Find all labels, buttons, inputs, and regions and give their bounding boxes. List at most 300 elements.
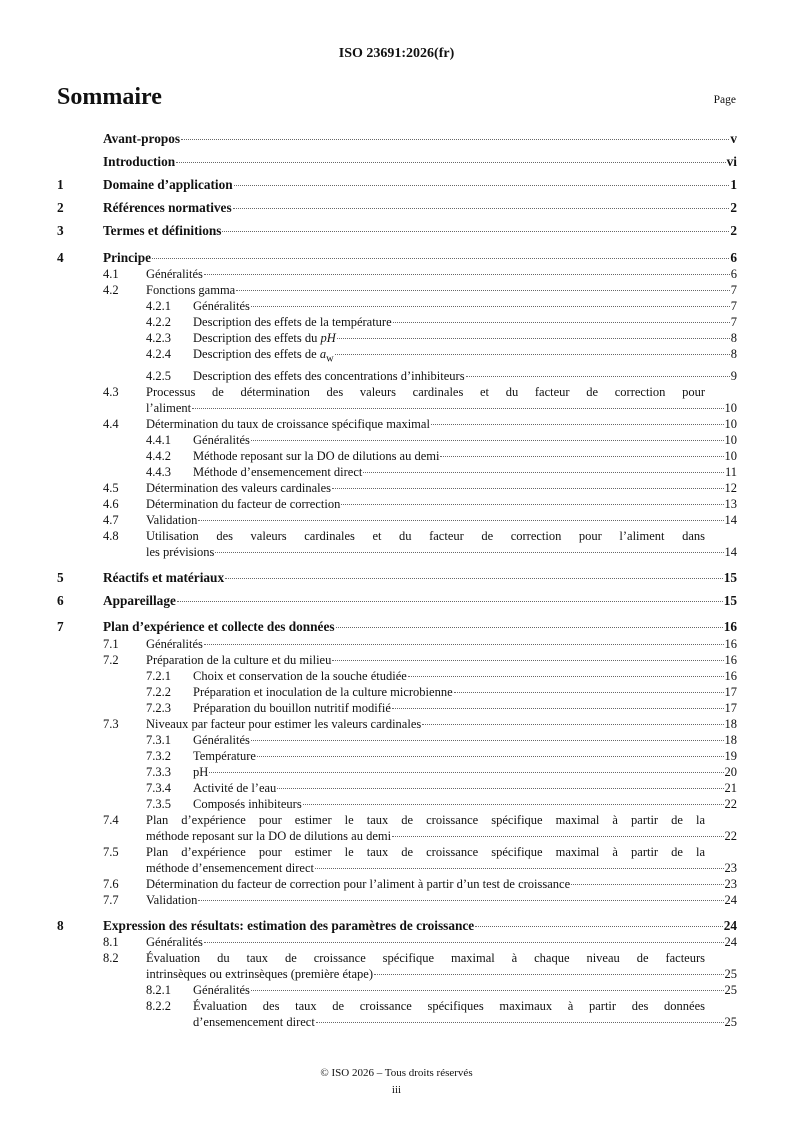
dot-leader: [198, 520, 723, 521]
toc-entry[interactable]: [57, 368, 737, 384]
toc-entry-title[interactable]: Processus de détermination des valeurs cardinales et du facteur de correction pour: [146, 384, 705, 399]
toc-entry-page[interactable]: 24: [723, 917, 737, 933]
toc-entry-line: [146, 384, 705, 400]
toc-entry-line: [146, 416, 737, 432]
toc-entry-title-wrap: [146, 813, 705, 827]
toc-entry-line: [193, 700, 737, 716]
toc-entry-body: [193, 732, 737, 748]
toc-entry[interactable]: [57, 918, 737, 935]
toc-entry-title-wrap: [146, 652, 331, 668]
toc-entry-title[interactable]: Utilisation des valeurs cardinales et du facteur de correction pour l’aliment dans: [146, 528, 705, 543]
toc-entry-title[interactable]: Préparation de la culture et du milieu: [146, 652, 332, 667]
toc-entry-body: [193, 432, 737, 448]
toc-entry-line: [193, 432, 737, 448]
toc-entry-title-wrap: [193, 748, 256, 764]
toc-entry-title-wrap: [146, 282, 235, 298]
table-of-contents: [57, 131, 737, 1030]
dot-leader: [181, 139, 729, 140]
dot-leader: [408, 676, 724, 677]
toc-entry-body: [103, 154, 737, 171]
toc-entry-title[interactable]: Préparation du bouillon nutritif modifié: [193, 700, 391, 715]
toc-entry[interactable]: [57, 982, 737, 998]
toc-entry[interactable]: [57, 448, 737, 464]
toc-entry-title-wrap: [193, 982, 250, 998]
toc-entry-line: [193, 764, 737, 780]
toc-entry-number: 8: [57, 917, 64, 933]
toc-entry[interactable]: [57, 177, 737, 194]
toc-entry-title-wrap: [103, 200, 232, 217]
toc-entry-line: [146, 544, 737, 560]
toc-entry-line: [146, 652, 737, 668]
toc-entry-line: [103, 570, 737, 587]
toc-entry-number: 3: [57, 223, 64, 238]
toc-entry-line: [146, 950, 705, 966]
page-title: Sommaire: [57, 84, 162, 110]
toc-entry[interactable]: [57, 496, 737, 512]
toc-entry-title[interactable]: Termes et définitions: [103, 223, 222, 238]
toc-entry-page[interactable]: 18: [724, 732, 737, 747]
dot-leader: [251, 440, 724, 441]
toc-entry-title[interactable]: Généralités: [146, 267, 203, 281]
toc-entry[interactable]: [57, 416, 737, 432]
toc-entry-title-wrap: [146, 544, 214, 560]
toc-entry-number: 7.4: [103, 812, 119, 827]
toc-entry-number: 8.1: [103, 935, 119, 949]
dot-leader: [215, 552, 723, 553]
toc-entry-line: [146, 876, 737, 892]
toc-entry-title[interactable]: Évaluation des taux de croissance spécifiques maximaux à partir des données: [193, 999, 705, 1013]
toc-entry-line: [193, 448, 737, 464]
toc-entry[interactable]: [57, 464, 737, 480]
toc-entry-page[interactable]: 6: [730, 267, 737, 281]
toc-entry-number: 7.5: [103, 844, 119, 859]
toc-entry-body: [146, 636, 737, 652]
toc-entry-number: 4.8: [103, 528, 119, 543]
dot-leader: [233, 208, 730, 209]
toc-entry[interactable]: [57, 619, 737, 636]
toc-entry-body: [103, 200, 737, 217]
toc-entry-title[interactable]: Méthode reposant sur la DO de dilutions au demi: [193, 448, 440, 463]
toc-entry-page[interactable]: 10: [724, 416, 737, 431]
toc-entry-number: 4.1: [103, 267, 119, 281]
toc-entry-title[interactable]: Description des effets de la température: [193, 315, 392, 329]
toc-entry[interactable]: [57, 330, 737, 346]
toc-entry[interactable]: [57, 780, 737, 796]
toc-entry[interactable]: [57, 684, 737, 700]
toc-entry[interactable]: [57, 512, 737, 528]
toc-entry-title[interactable]: Activité de l’eau: [193, 780, 277, 795]
toc-entry-title-wrap: [193, 346, 334, 368]
toc-entry-title-wrap: [146, 496, 340, 512]
dot-leader: [251, 306, 730, 307]
toc-entry-title[interactable]: Validation: [146, 892, 198, 907]
toc-entry-title[interactable]: Introduction: [103, 154, 176, 169]
toc-entry-title-wrap: [193, 314, 392, 330]
toc-entry-title[interactable]: méthode reposant sur la DO de dilutions au demi: [146, 828, 392, 843]
toc-entry-line: [193, 298, 737, 314]
dot-leader: [204, 644, 724, 645]
toc-entry-line: [193, 748, 737, 764]
toc-entry-number: 4.6: [103, 496, 119, 511]
toc-entry-title[interactable]: Choix et conservation de la souche étudiée: [193, 668, 407, 683]
toc-entry-line: [103, 154, 737, 171]
dot-leader: [316, 1022, 724, 1023]
toc-entry-page[interactable]: 22: [724, 828, 737, 843]
toc-entry-title-wrap: [146, 266, 203, 282]
toc-entry-number: 7.2.3: [146, 700, 171, 715]
toc-entry-line: [103, 918, 737, 935]
toc-entry[interactable]: [57, 528, 737, 560]
toc-entry-title-wrap: [193, 432, 250, 448]
dot-leader: [209, 772, 723, 773]
toc-entry[interactable]: [57, 716, 737, 732]
toc-entry-title[interactable]: Description des effets du: [193, 331, 321, 345]
toc-entry-title[interactable]: Niveaux par facteur pour estimer les valeurs cardinales: [146, 716, 422, 731]
toc-entry-title-wrap: [193, 1014, 315, 1030]
toc-entry-line: [103, 223, 737, 240]
toc-entry-title[interactable]: Domaine d’application: [103, 177, 233, 192]
toc-entry-page[interactable]: 25: [724, 983, 737, 997]
toc-entry[interactable]: [57, 652, 737, 668]
dot-leader: [251, 740, 724, 741]
toc-entry[interactable]: [57, 266, 737, 282]
toc-entry-page[interactable]: 16: [724, 636, 737, 651]
toc-entry[interactable]: [57, 223, 737, 240]
toc-entry-line: [146, 812, 705, 828]
toc-entry-body: [193, 346, 737, 368]
toc-entry-title[interactable]: Généralités: [193, 432, 250, 447]
toc-entry-title[interactable]: Plan d’expérience pour estimer le taux de croissance spécifique maximal à partir de la: [146, 844, 705, 859]
toc-entry-title-wrap: [146, 934, 203, 950]
toc-entry-page[interactable]: 8: [730, 331, 737, 345]
toc-entry-page[interactable]: 19: [724, 748, 737, 763]
toc-entry-body: [193, 982, 737, 998]
toc-entry-number: 4.2.1: [146, 299, 171, 313]
toc-entry-title-wrap: [103, 593, 176, 610]
toc-entry-title-wrap: [146, 416, 430, 432]
dot-leader: [234, 185, 730, 186]
toc-entry-line: [146, 636, 737, 652]
toc-entry-title[interactable]: Évaluation du taux de croissance spécifique maximal à chaque niveau de facteurs: [146, 951, 705, 965]
toc-entry-line: [146, 282, 737, 298]
toc-entry-page[interactable]: 23: [724, 860, 737, 875]
toc-entry-title-wrap: [193, 764, 208, 780]
toc-entry[interactable]: [57, 570, 737, 587]
toc-entry-number: 5: [57, 569, 64, 585]
toc-entry-title[interactable]: Appareillage: [103, 592, 176, 608]
toc-entry-number: 7.6: [103, 876, 119, 891]
toc-entry[interactable]: [57, 700, 737, 716]
toc-entry-page[interactable]: 25: [724, 1015, 737, 1029]
toc-entry-page[interactable]: 2: [730, 200, 737, 215]
toc-entry-body: [146, 716, 737, 732]
toc-entry-number: 6: [57, 592, 64, 608]
toc-entry-number: 7.3.4: [146, 780, 171, 795]
toc-entry[interactable]: [57, 764, 737, 780]
toc-entry-line: [193, 780, 737, 796]
toc-entry-body: [146, 892, 737, 908]
dot-leader: [198, 900, 723, 901]
toc-entry-body: [193, 668, 737, 684]
toc-entry-title[interactable]: Généralités: [146, 935, 203, 949]
toc-entry-number: 4.2.2: [146, 315, 171, 329]
toc-entry-number: 7.2.2: [146, 684, 171, 699]
toc-entry-body: [193, 684, 737, 700]
toc-entry-title[interactable]: Généralités: [193, 732, 250, 747]
toc-entry[interactable]: [57, 796, 737, 812]
toc-entry[interactable]: [57, 934, 737, 950]
dot-leader: [192, 408, 723, 409]
toc-entry-number: 4.2.3: [146, 331, 171, 345]
toc-entry-title[interactable]: d’ensemencement direct: [193, 1015, 315, 1029]
toc-entry-title[interactable]: Expression des résultats: estimation des paramètres de croissance: [103, 917, 475, 933]
toc-entry-title-wrap: [193, 368, 465, 384]
toc-entry-title-wrap: [193, 999, 705, 1013]
toc-entry-line: [193, 684, 737, 700]
toc-entry-body: [193, 298, 737, 314]
toc-entry-page[interactable]: 7: [730, 283, 737, 297]
dot-leader: [204, 274, 730, 275]
toc-entry-title[interactable]: Détermination des valeurs cardinales: [146, 480, 331, 495]
toc-entry[interactable]: [57, 250, 737, 267]
toc-entry-title[interactable]: Plan d’expérience et collecte des données: [103, 619, 335, 634]
toc-entry-title-wrap: [103, 177, 233, 194]
toc-entry-title[interactable]: Détermination du taux de croissance spécifique maximal: [146, 416, 430, 431]
toc-entry-number: 4.7: [103, 512, 119, 527]
toc-entry-line: [193, 732, 737, 748]
document-id: ISO 23691:2026(fr): [338, 46, 455, 61]
toc-entry-title-wrap: [103, 619, 335, 636]
toc-entry-title[interactable]: l’aliment: [146, 400, 192, 415]
toc-entry-page[interactable]: vi: [726, 154, 737, 169]
toc-entry-page[interactable]: 20: [724, 764, 737, 779]
toc-entry-title[interactable]: méthode d’ensemencement direct: [146, 860, 314, 875]
toc-entry-title-wrap: [146, 480, 331, 496]
toc-entry[interactable]: [57, 200, 737, 217]
toc-entry-number: 4.2: [103, 283, 119, 297]
toc-entry-page[interactable]: 17: [724, 684, 737, 699]
dot-leader: [393, 322, 730, 323]
toc-entry[interactable]: [57, 314, 737, 330]
dot-leader: [431, 424, 724, 425]
toc-entry-title-wrap: [103, 131, 180, 148]
toc-entry-page[interactable]: 12: [724, 480, 737, 495]
toc-entry-line: [103, 250, 737, 267]
toc-entry-body: [146, 652, 737, 668]
toc-entry-page[interactable]: 15: [723, 569, 737, 585]
toc-entry-line: [146, 966, 737, 982]
toc-entry-body: [193, 748, 737, 764]
toc-entry[interactable]: [57, 432, 737, 448]
dot-leader: [336, 627, 723, 628]
toc-entry-title-wrap: [193, 330, 336, 346]
toc-entry[interactable]: [57, 636, 737, 652]
toc-entry-body: [146, 528, 737, 560]
toc-entry-title[interactable]: Température: [193, 748, 256, 763]
toc-entry-title-wrap: [146, 892, 197, 908]
toc-entry-line: [146, 480, 737, 496]
toc-entry-line: [146, 512, 737, 528]
toc-entry-number: 8.2.2: [146, 999, 171, 1013]
toc-entry-number: 7.1: [103, 636, 119, 651]
toc-entry-number: 8.2: [103, 951, 119, 965]
toc-entry-title[interactable]: pH: [193, 764, 209, 779]
toc-entry-title[interactable]: Principe: [103, 249, 152, 265]
toc-entry-body: [146, 384, 737, 416]
toc-entry-title-wrap: [193, 448, 439, 464]
toc-entry-title-wrap: [193, 796, 302, 812]
toc-entry-page[interactable]: 17: [724, 700, 737, 715]
toc-entry-line: [146, 496, 737, 512]
toc-entry-title-italic: a: [319, 347, 327, 361]
dot-leader: [152, 258, 729, 259]
toc-entry-title-wrap: [103, 918, 474, 935]
toc-entry-line: [193, 330, 737, 346]
toc-entry-body: [103, 918, 737, 935]
toc-entry-page[interactable]: 24: [724, 935, 737, 949]
toc-entry[interactable]: [57, 346, 737, 368]
toc-entry-page[interactable]: 1: [730, 177, 737, 192]
dot-leader: [332, 488, 724, 489]
page-column-label: Page: [713, 94, 736, 106]
toc-entry[interactable]: [57, 298, 737, 314]
toc-entry-title[interactable]: Généralités: [193, 299, 250, 313]
toc-entry-title-wrap: [146, 951, 705, 965]
toc-entry-number: 4.4.2: [146, 448, 171, 463]
toc-entry-title[interactable]: Méthode d’ensemencement direct: [193, 464, 363, 479]
toc-entry-page[interactable]: 14: [724, 512, 737, 527]
toc-entry-title[interactable]: Généralités: [146, 636, 203, 651]
toc-entry[interactable]: [57, 748, 737, 764]
toc-entry-body: [193, 796, 737, 812]
toc-entry-page[interactable]: 23: [724, 876, 737, 891]
toc-entry[interactable]: [57, 892, 737, 908]
toc-entry-page[interactable]: 22: [724, 796, 737, 811]
toc-entry-title-wrap: [146, 400, 191, 416]
toc-entry-page[interactable]: 24: [724, 892, 737, 907]
toc-entry-body: [146, 512, 737, 528]
toc-entry[interactable]: [57, 593, 737, 610]
toc-entry-number: 4.2.4: [146, 347, 171, 361]
toc-entry-title[interactable]: les prévisions: [146, 544, 215, 559]
toc-entry-line: [193, 1014, 737, 1030]
toc-entry-page[interactable]: 15: [723, 592, 737, 608]
toc-entry-line: [103, 200, 737, 217]
toc-entry-title[interactable]: Références normatives: [103, 200, 232, 215]
dot-leader: [440, 456, 723, 457]
toc-entry-page[interactable]: 9: [730, 368, 737, 383]
toc-entry-page[interactable]: 10: [724, 432, 737, 447]
dot-leader: [335, 354, 730, 355]
dot-leader: [177, 601, 723, 602]
toc-entry[interactable]: [57, 154, 737, 171]
toc-entry-page[interactable]: 16: [723, 619, 737, 634]
toc-entry-page[interactable]: v: [730, 131, 737, 146]
toc-entry-number: 4.4: [103, 416, 119, 431]
toc-entry-title[interactable]: Détermination du facteur de correction: [146, 496, 341, 511]
toc-entry-title[interactable]: Généralités: [193, 983, 250, 997]
dot-leader: [422, 724, 723, 725]
toc-entry-number: 4.3: [103, 384, 119, 399]
toc-entry-number: 4.4.1: [146, 432, 171, 447]
toc-entry-title[interactable]: Composés inhibiteurs: [193, 796, 302, 811]
toc-entry-title[interactable]: Avant-propos: [103, 131, 181, 146]
toc-entry-page[interactable]: 10: [724, 400, 737, 415]
toc-entry-body: [103, 593, 737, 610]
toc-entry-line: [103, 619, 737, 636]
dot-leader: [475, 926, 723, 927]
toc-entry-title-wrap: [103, 154, 175, 171]
toc-entry-number: 4: [57, 249, 64, 265]
toc-entry-title[interactable]: intrinsèques ou extrinsèques (première étape): [146, 967, 373, 981]
toc-entry-page[interactable]: 2: [730, 223, 737, 238]
toc-entry-body: [193, 780, 737, 796]
toc-entry-page[interactable]: 6: [730, 249, 737, 265]
toc-entry-body: [146, 812, 737, 844]
toc-entry-page[interactable]: 25: [724, 967, 737, 981]
toc-entry[interactable]: [57, 282, 737, 298]
toc-entry[interactable]: [57, 876, 737, 892]
toc-entry-page[interactable]: 21: [724, 780, 737, 795]
toc-entry-page[interactable]: 14: [724, 544, 737, 559]
dot-leader: [236, 290, 730, 291]
toc-entry-title[interactable]: Préparation et inoculation de la culture microbienne: [193, 684, 453, 699]
toc-entry-title-wrap: [193, 700, 391, 716]
toc-entry-title-wrap: [193, 464, 362, 480]
toc-entry[interactable]: [57, 950, 737, 982]
toc-entry-page[interactable]: 13: [724, 496, 737, 511]
toc-entry-number: 4.2.5: [146, 368, 171, 383]
toc-entry-line: [146, 400, 737, 416]
toc-entry-page[interactable]: 7: [730, 315, 737, 329]
toc-entry[interactable]: [57, 668, 737, 684]
toc-entry-line: [193, 346, 737, 368]
toc-entry-page[interactable]: 18: [724, 716, 737, 731]
toc-entry-page[interactable]: 16: [724, 668, 737, 683]
toc-entry-title[interactable]: Plan d’expérience pour estimer le taux de croissance spécifique maximal à partir de la: [146, 812, 705, 827]
toc-entry-title-wrap: [193, 780, 276, 796]
toc-entry-page[interactable]: 8: [730, 347, 737, 361]
toc-entry-title[interactable]: Détermination du facteur de correction pour l’aliment à partir d’un test de croissance: [146, 876, 571, 891]
toc-entry-page[interactable]: 7: [730, 299, 737, 313]
toc-entry-title[interactable]: Description des effets de: [193, 347, 320, 361]
toc-entry-page[interactable]: 11: [724, 464, 737, 479]
toc-entry[interactable]: [57, 844, 737, 876]
toc-entry-title-wrap: [146, 876, 570, 892]
toc-entry-number: 7.7: [103, 892, 119, 907]
toc-entry-page[interactable]: 10: [724, 448, 737, 463]
toc-entry[interactable]: [57, 732, 737, 748]
dot-leader: [392, 708, 724, 709]
toc-entry-title-wrap: [146, 828, 391, 844]
toc-entry-title[interactable]: Validation: [146, 512, 198, 527]
toc-entry-title[interactable]: Description des effets des concentrations d’inhibiteurs: [193, 368, 465, 383]
toc-entry[interactable]: [57, 480, 737, 496]
toc-entry-body: [146, 282, 737, 298]
toc-entry-line: [146, 266, 737, 282]
toc-entry-line: [193, 668, 737, 684]
toc-entry[interactable]: [57, 998, 737, 1030]
toc-entry-title[interactable]: Réactifs et matériaux: [103, 569, 225, 585]
toc-entry-page[interactable]: 16: [724, 652, 737, 667]
toc-entry-title[interactable]: Fonctions gamma: [146, 283, 236, 297]
toc-entry[interactable]: [57, 131, 737, 148]
toc-entry-title-wrap: [193, 298, 250, 314]
toc-entry-title-wrap: [193, 684, 453, 700]
copyright-notice: © ISO 2026 – Tous droits réservés: [320, 1067, 473, 1079]
toc-entry[interactable]: [57, 384, 737, 416]
toc-entry[interactable]: [57, 812, 737, 844]
